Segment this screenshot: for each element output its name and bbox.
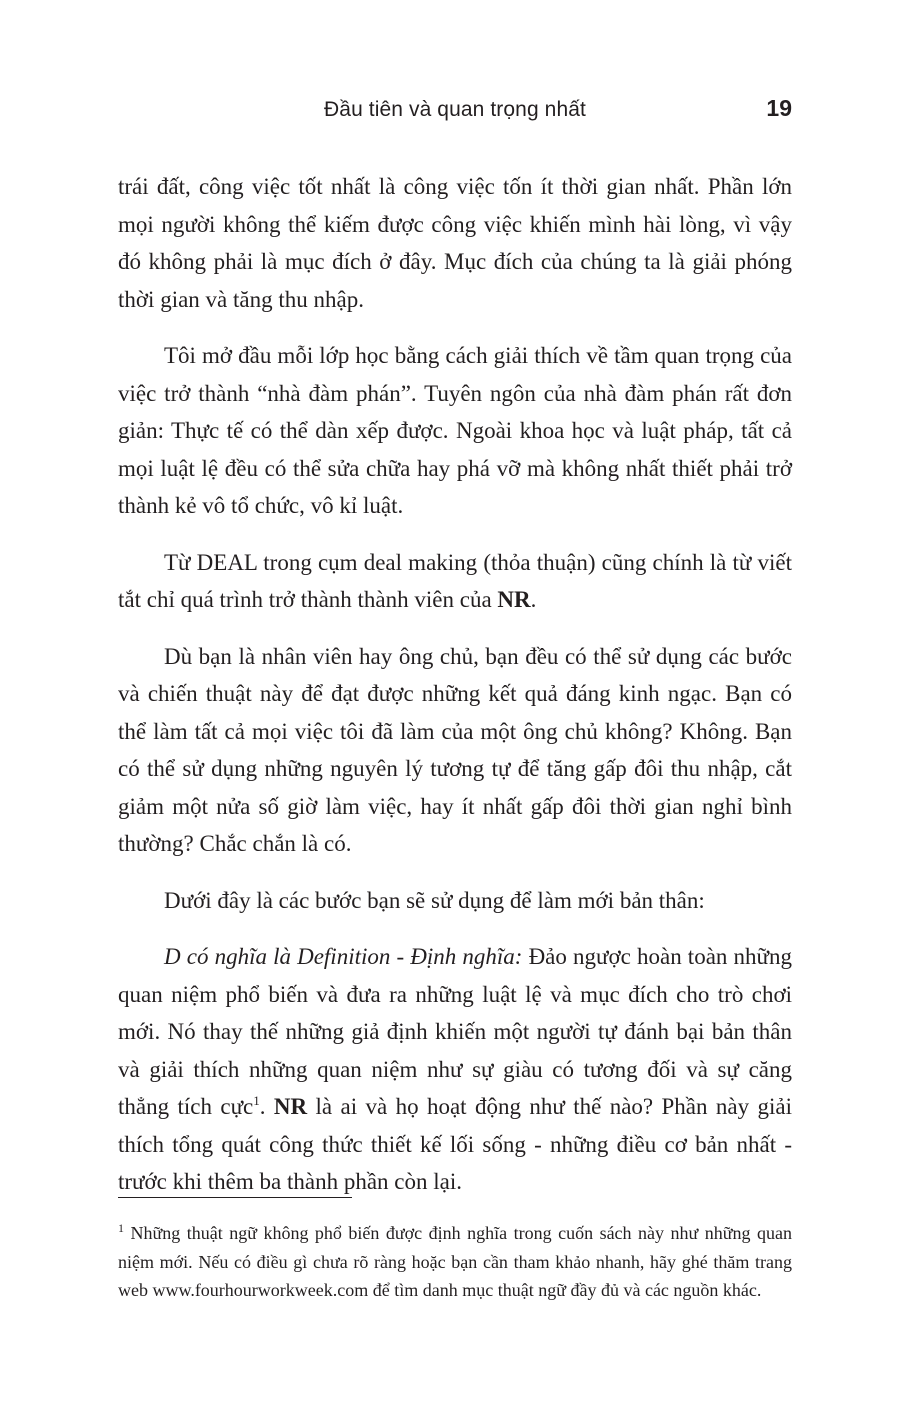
page-number: 19: [766, 95, 792, 121]
paragraph-3: [118, 544, 792, 619]
paragraph-6-text-b: .: [259, 1094, 274, 1119]
footnote: [118, 1219, 792, 1305]
paragraph-6: [118, 938, 792, 1201]
footnote-divider: [118, 1197, 352, 1198]
footnote-reference: 1: [253, 1093, 260, 1108]
paragraph-5: Dưới đây là các bước bạn sẽ sử dụng để làm mới bản thân:: [164, 887, 705, 913]
paragraph-3-text: Từ DEAL trong cụm deal making (thỏa thuận) cũng chính là từ viết tắt chỉ quá trình trở thành thành viên của: [118, 549, 792, 612]
paragraph-1: trái đất, công việc tốt nhất là công việc tốn ít thời gian nhất. Phần lớn mọi người không thể kiếm được công việc khiến mình hài lòng, vì vậy đó không phải là mục đích ở đây. Mục đích của chúng ta là giải phóng thời gian và tăng thu nhập.: [118, 174, 792, 312]
footnote-text: Những thuật ngữ không phổ biến được định nghĩa trong cuốn sách này như những quan niệm mới. Nếu có điều gì chưa rõ ràng hoặc bạn cần tham khảo nhanh, hãy ghé thăm trang web www.fourhourworkweek.com để tìm danh mục thuật ngữ đầy đủ và các nguồn khác.: [118, 1223, 792, 1300]
paragraph-6-text-c: là ai và họ hoạt động như thế nào? Phần này giải thích tổng quát công thức thiết kế lối sống - những điều cơ bản nhất - trước khi thêm ba thành phần còn lại.: [118, 1094, 792, 1194]
paragraph-3-end: .: [530, 587, 537, 612]
nr-term: NR: [497, 587, 531, 612]
paragraph-2: Tôi mở đầu mỗi lớp học bằng cách giải thích về tầm quan trọng của việc trở thành “nhà đàm phán”. Tuyên ngôn của nhà đàm phán rất đơn giản: Thực tế có thể dàn xếp được. Ngoài khoa học và luật pháp, tất cả mọi luật lệ đều có thể sửa chữa hay phá vỡ mà không nhất thiết phải trở thành kẻ vô tổ chức, vô kỉ luật.: [118, 343, 792, 518]
definition-heading: D có nghĩa là Definition - Định nghĩa:: [164, 944, 523, 969]
chapter-title: Đầu tiên và quan trọng nhất: [324, 98, 586, 121]
nr-term-2: NR: [273, 1094, 308, 1119]
paragraph-6-text-a: Đảo ngược hoàn toàn những quan niệm phổ biến và đưa ra những luật lệ và mục đích cho trò chơi mới. Nó thay thế những giả định khiến một người tự đánh bại bản thân và giải thích những quan niệm như sự giàu có tương đối và sự căng thẳng tích cực: [118, 944, 792, 1119]
body-text: [118, 168, 792, 1220]
footnote-marker: 1: [118, 1221, 124, 1235]
paragraph-4: Dù bạn là nhân viên hay ông chủ, bạn đều có thể sử dụng các bước và chiến thuật này để đạt được những kết quả đáng kinh ngạc. Bạn có thể làm tất cả mọi việc tôi đã làm của một ông chủ không? Không. Bạn có thể sử dụng những nguyên lý tương tự để tăng gấp đôi thu nhập, cắt giảm một nửa số giờ làm việc, hay ít nhất gấp đôi thời gian nghỉ bình thường? Chắc chắn là có.: [118, 643, 792, 856]
